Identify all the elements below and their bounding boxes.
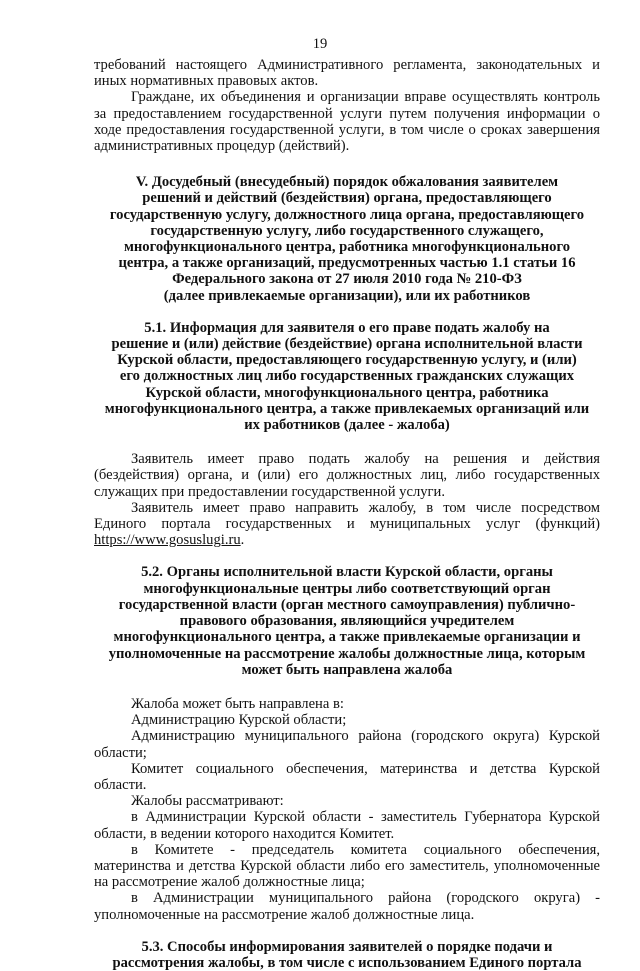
section-5-2-line-4: Комитет социального обеспечения, материнства и детства Курской области. bbox=[94, 760, 600, 793]
intro-paragraph-1: требований настоящего Административного регламента, законодательных и иных нормативных правовых актов. bbox=[94, 57, 600, 90]
spacer bbox=[94, 154, 600, 174]
section-5-1-heading-line: 5.1. Информация для заявителя о его праве подать жалобу на bbox=[144, 319, 550, 336]
section-5-3-heading-line: 5.3. Способы информирования заявителей о порядке подачи и bbox=[141, 938, 553, 955]
section-5-2-heading-line: 5.2. Органы исполнительной власти Курской области, органы bbox=[141, 564, 553, 581]
section-5-1-paragraph-1: Заявитель имеет право подать жалобу на решения и действия (бездействия) органа, и (или) его должностных лиц, либо государственных служащих при предоставлении государственной услуги. bbox=[94, 451, 600, 500]
section-v-heading-line: многофункционального центра, работника многофункционального bbox=[123, 239, 571, 256]
section-v-heading-line: решений и действий (бездействия) органа, предоставляющего bbox=[142, 190, 552, 207]
section-5-1-heading-line: его должностных лиц либо государственных гражданских служащих bbox=[119, 368, 575, 385]
section-5-1-heading-line: их работников (далее - жалоба) bbox=[244, 417, 450, 434]
section-v-heading-line: государственную услугу, либо государственного служащего, bbox=[150, 222, 544, 239]
page-body bbox=[94, 57, 600, 971]
gosuslugi-link[interactable]: https://www.gosuslugi.ru bbox=[94, 532, 241, 549]
section-5-1-heading-line: Курской области, многофункционального центра, работника bbox=[145, 384, 549, 401]
section-5-3-heading-line: рассмотрения жалобы, в том числе с использованием Единого портала bbox=[112, 954, 582, 971]
section-5-1-paragraph-2 bbox=[94, 500, 600, 549]
section-5-2-heading-line: многофункционального центра, а также привлекаемые организации и bbox=[113, 629, 581, 646]
section-v-heading bbox=[94, 174, 600, 304]
section-5-2-heading-line: государственной власти (орган местного самоуправления) публично- bbox=[118, 596, 576, 613]
section-v-heading-line: центра, а также организаций, предусмотренных частью 1.1 статьи 16 bbox=[118, 255, 576, 272]
section-5-2-line-5: Жалобы рассматривают: bbox=[131, 793, 284, 810]
intro-paragraph-2: Граждане, их объединения и организации вправе осуществлять контроль за предоставлением государственной услуги путем получения информации о ходе предоставления государственной услуги, в том числе о сроках завершения административных процедур (действий). bbox=[94, 89, 600, 155]
section-v-heading-line: V. Досудебный (внесудебный) порядок обжалования заявителем bbox=[135, 174, 559, 191]
section-5-1-heading-line: многофункционального центра, а также привлекаемых организаций или bbox=[104, 400, 590, 417]
section-5-2-heading bbox=[94, 564, 600, 677]
spacer bbox=[94, 923, 600, 939]
section-5-2-heading-line: правового образования, являющийся учредителем bbox=[179, 613, 515, 630]
section-v-heading-line: Федерального закона от 27 июля 2010 года № 210-ФЗ bbox=[172, 271, 522, 288]
section-5-2-heading-line: может быть направлена жалоба bbox=[241, 661, 453, 678]
section-5-2-line-6: в Администрации Курской области - заместитель Губернатора Курской области, в ведении которого находится Комитет. bbox=[94, 809, 600, 842]
section-5-1-heading bbox=[94, 320, 600, 433]
section-5-3-heading bbox=[94, 939, 600, 971]
spacer bbox=[94, 433, 600, 451]
section-5-1-heading-line: решение и (или) действие (бездействие) органа исполнительной власти bbox=[111, 336, 583, 353]
link-tail: . bbox=[240, 532, 245, 549]
section-5-1-heading-line: Курской области, предоставляющего государственную услугу, и (или) bbox=[117, 352, 577, 369]
section-v-heading-line: государственную услугу, должностного лица органа, предоставляющего bbox=[109, 206, 585, 223]
spacer bbox=[94, 304, 600, 320]
section-5-2-heading-line: уполномоченные на рассмотрение жалобы должностные лица, которым bbox=[108, 645, 586, 662]
section-5-2-line-8: в Администрации муниципального района (городского округа) - уполномоченные на рассмотрение жалоб должностные лица. bbox=[94, 890, 600, 923]
spacer bbox=[94, 548, 600, 564]
section-5-2-line-2: Администрацию Курской области; bbox=[131, 712, 347, 729]
section-v-heading-line: (далее привлекаемые организации), или их работников bbox=[163, 287, 531, 304]
section-5-2-line-1: Жалоба может быть направлена в: bbox=[131, 695, 344, 712]
section-5-2-line-7: в Комитете - председатель комитета социального обеспечения, материнства и детства Курской области либо его заместитель, уполномоченные на рассмотрение жалоб должностные лица; bbox=[94, 841, 600, 891]
section-5-2-line-3: Администрацию муниципального района (городского округа) Курской области; bbox=[94, 728, 600, 761]
section-5-2-heading-line: многофункциональные центры либо соответствующий орган bbox=[143, 580, 551, 597]
section-5-1-paragraph-2-text: Заявитель имеет право направить жалобу, в том числе посредством Единого портала государственных и муниципальных услуг (функций) bbox=[94, 499, 600, 533]
spacer bbox=[94, 678, 600, 696]
page-number: 19 bbox=[312, 36, 328, 52]
